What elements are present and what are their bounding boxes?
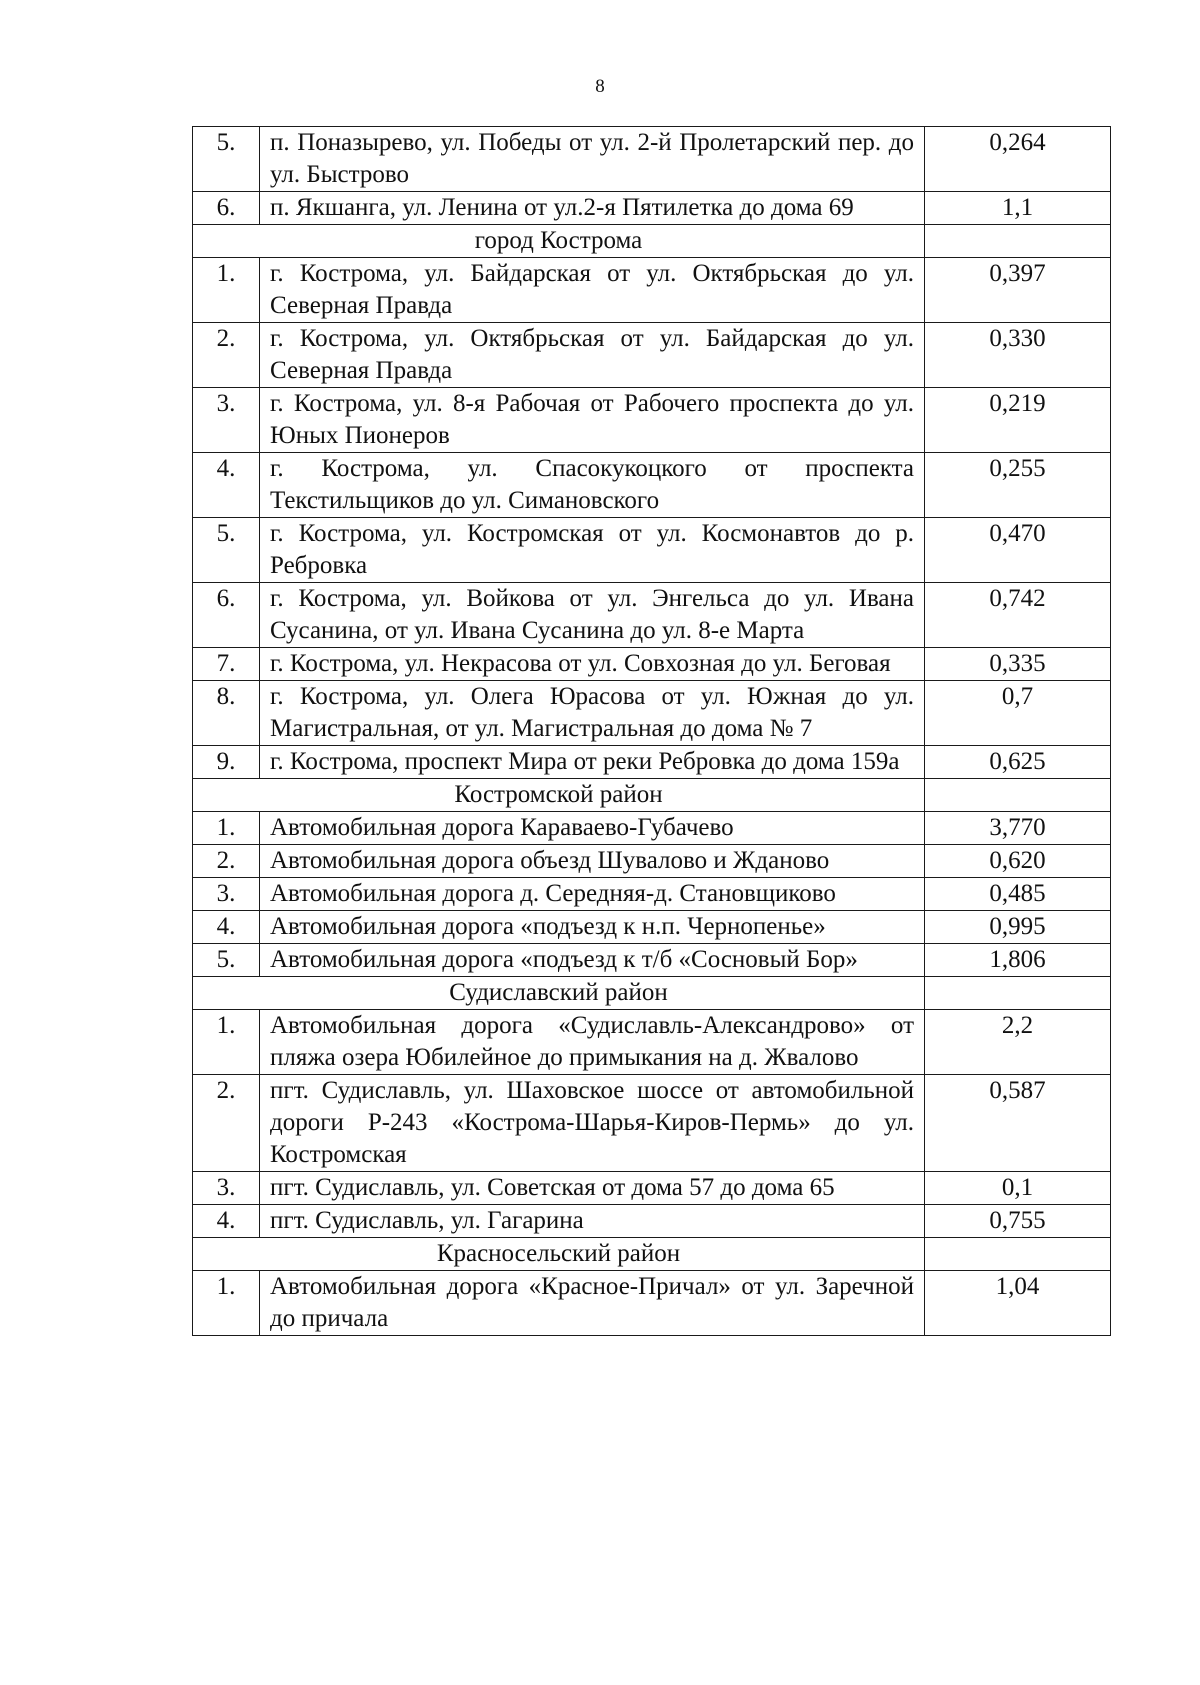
road-description: пгт. Судиславль, ул. Советская от дома 57 до дома 65 [260, 1172, 925, 1205]
road-length: 1,1 [925, 192, 1111, 225]
table-row [193, 388, 1111, 453]
road-length: 0,7 [925, 681, 1111, 746]
road-length: 2,2 [925, 1010, 1111, 1075]
road-description: Автомобильная дорога объезд Шувалово и Жданово [260, 845, 925, 878]
road-description: г. Кострома, проспект Мира от реки Ребровка до дома 159а [260, 746, 925, 779]
table-row [193, 1172, 1111, 1205]
road-description: Автомобильная дорога «Судиславль-Александрово» от пляжа озера Юбилейное до примыкания на д. Жвалово [260, 1010, 925, 1075]
section-header-row [193, 225, 1111, 258]
section-length-cell [925, 977, 1111, 1010]
page-number: 8 [595, 76, 605, 97]
row-number: 3. [193, 1172, 260, 1205]
road-description: г. Кострома, ул. Войкова от ул. Энгельса до ул. Ивана Сусанина, от ул. Ивана Сусанина до ул. 8-е Марта [260, 583, 925, 648]
row-number: 1. [193, 812, 260, 845]
road-description: г. Кострома, ул. Некрасова от ул. Совхозная до ул. Беговая [260, 648, 925, 681]
row-number: 4. [193, 453, 260, 518]
road-length: 0,330 [925, 323, 1111, 388]
table-row [193, 812, 1111, 845]
row-number: 5. [193, 518, 260, 583]
road-length: 0,470 [925, 518, 1111, 583]
table-row [193, 453, 1111, 518]
row-number: 7. [193, 648, 260, 681]
road-description: г. Кострома, ул. 8-я Рабочая от Рабочего проспекта до ул. Юных Пионеров [260, 388, 925, 453]
section-length-cell [925, 225, 1111, 258]
road-length: 0,625 [925, 746, 1111, 779]
section-title: Красносельский район [193, 1238, 925, 1271]
road-length: 3,770 [925, 812, 1111, 845]
road-description: Автомобильная дорога «подъезд к т/б «Сосновый Бор» [260, 944, 925, 977]
section-title: город Кострома [193, 225, 925, 258]
row-number: 1. [193, 258, 260, 323]
table-row [193, 648, 1111, 681]
section-header-row [193, 779, 1111, 812]
section-length-cell [925, 1238, 1111, 1271]
roads-table [192, 126, 1111, 1336]
table-row [193, 1205, 1111, 1238]
section-title: Судиславский район [193, 977, 925, 1010]
row-number: 4. [193, 911, 260, 944]
table-row [193, 681, 1111, 746]
row-number: 3. [193, 878, 260, 911]
road-description: г. Кострома, ул. Олега Юрасова от ул. Южная до ул. Магистральная, от ул. Магистральная до дома № 7 [260, 681, 925, 746]
road-length: 0,995 [925, 911, 1111, 944]
road-description: п. Поназырево, ул. Победы от ул. 2-й Пролетарский пер. до ул. Быстрово [260, 127, 925, 192]
row-number: 4. [193, 1205, 260, 1238]
row-number: 6. [193, 583, 260, 648]
road-length: 0,742 [925, 583, 1111, 648]
table-row [193, 845, 1111, 878]
table-row [193, 583, 1111, 648]
section-header-row [193, 977, 1111, 1010]
table-row [193, 911, 1111, 944]
section-title: Костромской район [193, 779, 925, 812]
road-description: Автомобильная дорога Караваево-Губачево [260, 812, 925, 845]
road-description: п. Якшанга, ул. Ленина от ул.2-я Пятилетка до дома 69 [260, 192, 925, 225]
row-number: 1. [193, 1010, 260, 1075]
road-description: г. Кострома, ул. Байдарская от ул. Октябрьская до ул. Северная Правда [260, 258, 925, 323]
road-length: 0,485 [925, 878, 1111, 911]
road-length: 0,219 [925, 388, 1111, 453]
road-length: 0,755 [925, 1205, 1111, 1238]
road-description: Автомобильная дорога «подъезд к н.п. Чернопенье» [260, 911, 925, 944]
road-length: 0,335 [925, 648, 1111, 681]
table-row [193, 878, 1111, 911]
section-length-cell [925, 779, 1111, 812]
row-number: 6. [193, 192, 260, 225]
road-length: 0,255 [925, 453, 1111, 518]
table-row [193, 518, 1111, 583]
road-description: г. Кострома, ул. Костромская от ул. Космонавтов до р. Ребровка [260, 518, 925, 583]
row-number: 9. [193, 746, 260, 779]
road-length: 0,620 [925, 845, 1111, 878]
road-length: 0,264 [925, 127, 1111, 192]
table-row [193, 323, 1111, 388]
table-row [193, 944, 1111, 977]
table-row [193, 746, 1111, 779]
table-row [193, 1271, 1111, 1336]
row-number: 5. [193, 944, 260, 977]
table-row [193, 258, 1111, 323]
section-header-row [193, 1238, 1111, 1271]
road-length: 1,806 [925, 944, 1111, 977]
road-length: 0,587 [925, 1075, 1111, 1172]
road-length: 0,397 [925, 258, 1111, 323]
row-number: 3. [193, 388, 260, 453]
row-number: 1. [193, 1271, 260, 1336]
road-length: 1,04 [925, 1271, 1111, 1336]
row-number: 2. [193, 1075, 260, 1172]
row-number: 8. [193, 681, 260, 746]
road-description: пгт. Судиславль, ул. Шаховское шоссе от автомобильной дороги Р-243 «Кострома-Шарья-Киров-Пермь» до ул. Костромская [260, 1075, 925, 1172]
row-number: 2. [193, 323, 260, 388]
row-number: 5. [193, 127, 260, 192]
road-description: г. Кострома, ул. Октябрьская от ул. Байдарская до ул. Северная Правда [260, 323, 925, 388]
table-row [193, 127, 1111, 192]
table-row [193, 192, 1111, 225]
table-row [193, 1075, 1111, 1172]
road-description: Автомобильная дорога д. Середняя-д. Становщиково [260, 878, 925, 911]
road-description: г. Кострома, ул. Спасокукоцкого от проспекта Текстильщиков до ул. Симановского [260, 453, 925, 518]
road-description: Автомобильная дорога «Красное-Причал» от ул. Заречной до причала [260, 1271, 925, 1336]
road-length: 0,1 [925, 1172, 1111, 1205]
table-row [193, 1010, 1111, 1075]
roads-table-body [193, 127, 1111, 1336]
row-number: 2. [193, 845, 260, 878]
road-description: пгт. Судиславль, ул. Гагарина [260, 1205, 925, 1238]
